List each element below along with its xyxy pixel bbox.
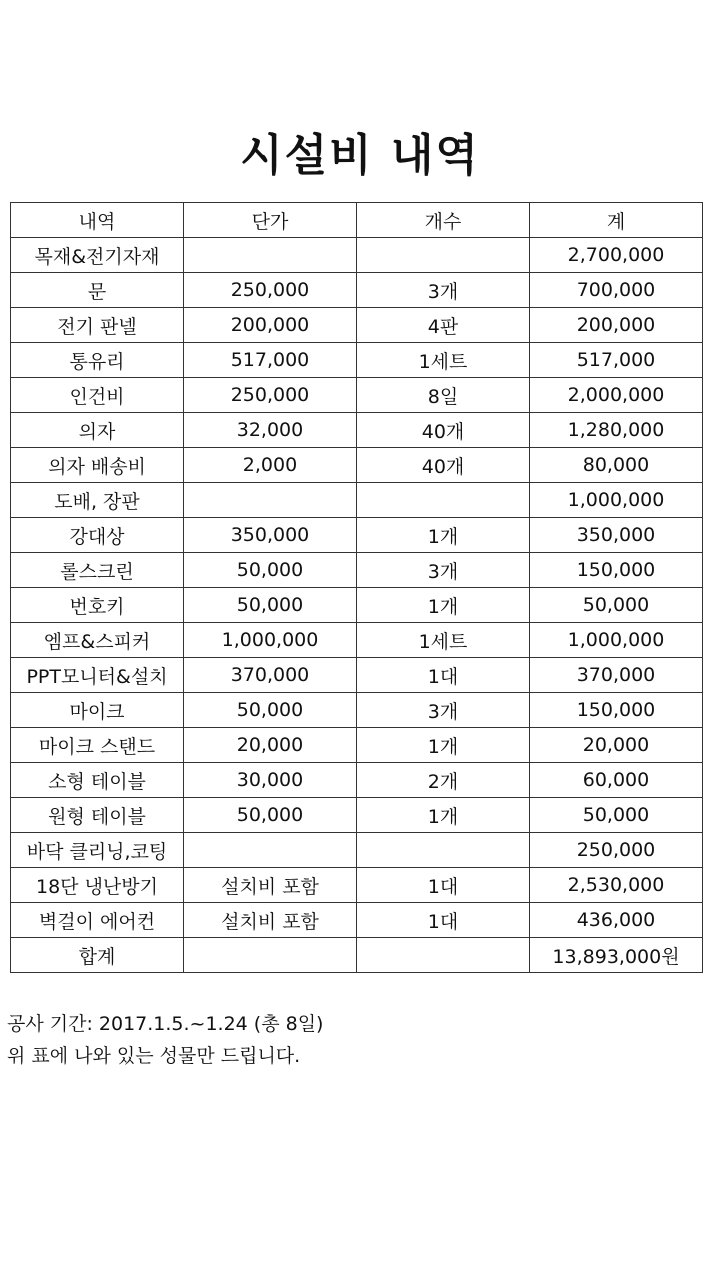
- total-amount: 13,893,000원: [530, 938, 703, 973]
- cell-count: 2개: [357, 763, 530, 798]
- cell-count: 1개: [357, 588, 530, 623]
- table-row: [11, 903, 703, 938]
- cell-amount: 150,000: [530, 553, 703, 588]
- table-row: [11, 518, 703, 553]
- cell-amount: 50,000: [530, 588, 703, 623]
- cell-amount: 436,000: [530, 903, 703, 938]
- cell-count: 1개: [357, 518, 530, 553]
- cell-count: 1세트: [357, 623, 530, 658]
- total-count: [357, 938, 530, 973]
- table-row: [11, 238, 703, 273]
- cell-item-name: 바닥 클리닝,코팅: [11, 833, 184, 868]
- cell-unit-price: 200,000: [184, 308, 357, 343]
- table-row: [11, 798, 703, 833]
- cell-unit-price: 30,000: [184, 763, 357, 798]
- table-row: [11, 728, 703, 763]
- table-row: [11, 868, 703, 903]
- cell-amount: 1,000,000: [530, 483, 703, 518]
- table-row: [11, 693, 703, 728]
- cell-unit-price: 250,000: [184, 378, 357, 413]
- cell-count: 1개: [357, 798, 530, 833]
- cell-item-name: 마이크: [11, 693, 184, 728]
- cell-item-name: 번호키: [11, 588, 184, 623]
- table-row: [11, 658, 703, 693]
- cell-unit-price: 설치비 포함: [184, 903, 357, 938]
- cell-amount: 2,700,000: [530, 238, 703, 273]
- cell-item-name: 마이크 스탠드: [11, 728, 184, 763]
- table-row: [11, 833, 703, 868]
- cell-amount: 150,000: [530, 693, 703, 728]
- cell-amount: 517,000: [530, 343, 703, 378]
- cell-item-name: 목재&전기자재: [11, 238, 184, 273]
- cell-unit-price: [184, 238, 357, 273]
- cell-unit-price: 설치비 포함: [184, 868, 357, 903]
- table-row: [11, 588, 703, 623]
- table-row: [11, 343, 703, 378]
- cell-item-name: 엠프&스피커: [11, 623, 184, 658]
- header-count: 개수: [357, 203, 530, 238]
- cell-item-name: 의자 배송비: [11, 448, 184, 483]
- cell-amount: 2,000,000: [530, 378, 703, 413]
- cell-count: [357, 483, 530, 518]
- cost-table: [10, 202, 703, 973]
- header-unit-price: 단가: [184, 203, 357, 238]
- cell-unit-price: 32,000: [184, 413, 357, 448]
- cell-count: 3개: [357, 693, 530, 728]
- total-row: [11, 938, 703, 973]
- cell-amount: 20,000: [530, 728, 703, 763]
- cell-unit-price: 20,000: [184, 728, 357, 763]
- cell-item-name: 강대상: [11, 518, 184, 553]
- cell-unit-price: [184, 483, 357, 518]
- cell-item-name: 소형 테이블: [11, 763, 184, 798]
- cell-count: 1대: [357, 903, 530, 938]
- cell-unit-price: 517,000: [184, 343, 357, 378]
- table-row: [11, 308, 703, 343]
- table-header-row: [11, 203, 703, 238]
- cell-count: 1개: [357, 728, 530, 763]
- cell-unit-price: [184, 833, 357, 868]
- cell-item-name: PPT모니터&설치: [11, 658, 184, 693]
- header-amount: 계: [530, 203, 703, 238]
- cell-amount: 200,000: [530, 308, 703, 343]
- cell-unit-price: 2,000: [184, 448, 357, 483]
- cell-item-name: 문: [11, 273, 184, 308]
- cell-item-name: 18단 냉난방기: [11, 868, 184, 903]
- cell-amount: 60,000: [530, 763, 703, 798]
- table-row: [11, 413, 703, 448]
- cell-item-name: 벽걸이 에어컨: [11, 903, 184, 938]
- cell-amount: 2,530,000: [530, 868, 703, 903]
- cell-item-name: 롤스크린: [11, 553, 184, 588]
- table-row: [11, 553, 703, 588]
- cell-count: 3개: [357, 273, 530, 308]
- cell-count: [357, 238, 530, 273]
- cell-count: 3개: [357, 553, 530, 588]
- table-row: [11, 273, 703, 308]
- table-row: [11, 483, 703, 518]
- cell-amount: 50,000: [530, 798, 703, 833]
- cell-unit-price: 370,000: [184, 658, 357, 693]
- total-unit-price: [184, 938, 357, 973]
- cell-amount: 80,000: [530, 448, 703, 483]
- page-title: 시설비 내역: [240, 130, 480, 181]
- cell-unit-price: 50,000: [184, 693, 357, 728]
- cell-amount: 700,000: [530, 273, 703, 308]
- cell-amount: 250,000: [530, 833, 703, 868]
- cell-count: [357, 833, 530, 868]
- cell-amount: 1,000,000: [530, 623, 703, 658]
- cell-amount: 1,280,000: [530, 413, 703, 448]
- cell-amount: 370,000: [530, 658, 703, 693]
- remark: 위 표에 나와 있는 성물만 드립니다.: [7, 1045, 301, 1067]
- cell-count: 4판: [357, 308, 530, 343]
- table-row: [11, 378, 703, 413]
- table-row: [11, 448, 703, 483]
- cell-unit-price: 50,000: [184, 798, 357, 833]
- cell-item-name: 전기 판넬: [11, 308, 184, 343]
- cell-count: 1대: [357, 658, 530, 693]
- cell-item-name: 도배, 장판: [11, 483, 184, 518]
- cell-unit-price: 250,000: [184, 273, 357, 308]
- total-label: 합계: [11, 938, 184, 973]
- cell-unit-price: 350,000: [184, 518, 357, 553]
- table-row: [11, 763, 703, 798]
- cell-unit-price: 50,000: [184, 588, 357, 623]
- cell-count: 1대: [357, 868, 530, 903]
- cell-count: 40개: [357, 413, 530, 448]
- cell-unit-price: 1,000,000: [184, 623, 357, 658]
- cell-count: 8일: [357, 378, 530, 413]
- cell-count: 40개: [357, 448, 530, 483]
- notes: [7, 1008, 323, 1072]
- cell-unit-price: 50,000: [184, 553, 357, 588]
- construction-period: 공사 기간: 2017.1.5.~1.24 (총 8일): [7, 1013, 324, 1035]
- cell-item-name: 인건비: [11, 378, 184, 413]
- header-item: 내역: [11, 203, 184, 238]
- cell-count: 1세트: [357, 343, 530, 378]
- cell-amount: 350,000: [530, 518, 703, 553]
- cell-item-name: 원형 테이블: [11, 798, 184, 833]
- cell-item-name: 통유리: [11, 343, 184, 378]
- table-body: [11, 238, 703, 938]
- table-row: [11, 623, 703, 658]
- cell-item-name: 의자: [11, 413, 184, 448]
